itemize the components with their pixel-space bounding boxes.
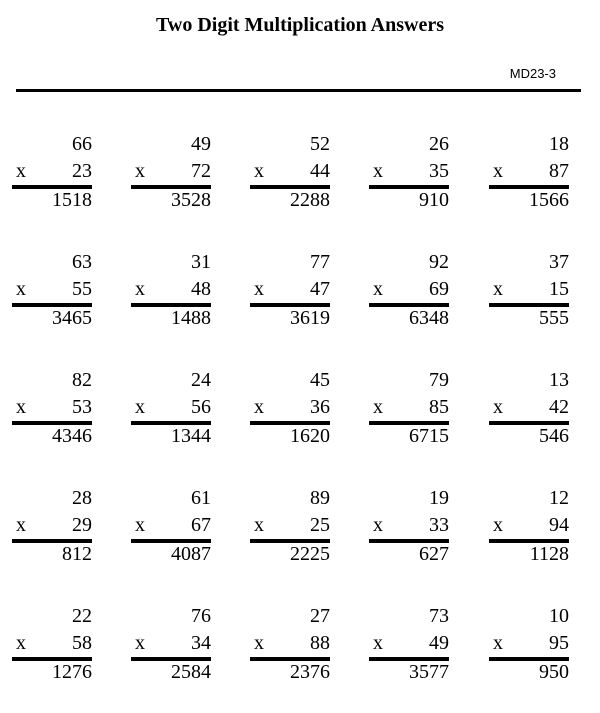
multiply-sign: x <box>16 278 26 300</box>
multiplier: 49 <box>429 632 449 654</box>
multiplicand: 22 <box>72 605 92 627</box>
problem-item <box>131 368 211 447</box>
product-answer: 2376 <box>290 661 330 683</box>
multiplier: 35 <box>429 160 449 182</box>
product-answer: 4087 <box>171 543 211 565</box>
multiply-sign: x <box>254 396 264 418</box>
multiplicand: 27 <box>310 605 330 627</box>
multiplier: 95 <box>549 632 569 654</box>
multiplicand: 76 <box>191 605 211 627</box>
problem-item <box>12 368 92 447</box>
multiply-sign: x <box>16 632 26 654</box>
multiplicand: 63 <box>72 251 92 273</box>
problem-item <box>12 250 92 329</box>
multiplicand: 66 <box>72 133 92 155</box>
product-answer: 812 <box>62 543 92 565</box>
multiply-sign: x <box>493 632 503 654</box>
product-answer: 6348 <box>409 307 449 329</box>
problem-item <box>250 250 330 329</box>
problem-item <box>489 250 569 329</box>
header-divider <box>16 89 581 92</box>
product-answer: 1566 <box>529 189 569 211</box>
product-answer: 4346 <box>52 425 92 447</box>
product-answer: 2584 <box>171 661 211 683</box>
multiply-sign: x <box>254 278 264 300</box>
multiplicand: 79 <box>429 369 449 391</box>
product-answer: 950 <box>539 661 569 683</box>
multiplier: 44 <box>310 160 330 182</box>
product-answer: 1518 <box>52 189 92 211</box>
worksheet-title: Two Digit Multiplication Answers <box>156 14 444 36</box>
problem-item <box>489 132 569 211</box>
multiplicand: 49 <box>191 133 211 155</box>
multiplicand: 28 <box>72 487 92 509</box>
product-answer: 555 <box>539 307 569 329</box>
multiplicand: 24 <box>191 369 211 391</box>
problem-item <box>250 132 330 211</box>
product-answer: 2225 <box>290 543 330 565</box>
problem-item <box>489 486 569 565</box>
problem-item <box>131 132 211 211</box>
multiplicand: 77 <box>310 251 330 273</box>
multiplicand: 12 <box>549 487 569 509</box>
product-answer: 1128 <box>529 543 569 565</box>
problem-item <box>12 132 92 211</box>
multiplier: 15 <box>549 278 569 300</box>
multiplicand: 92 <box>429 251 449 273</box>
multiply-sign: x <box>254 632 264 654</box>
product-answer: 1488 <box>171 307 211 329</box>
multiply-sign: x <box>493 278 503 300</box>
product-answer: 6715 <box>409 425 449 447</box>
problem-item <box>489 604 569 683</box>
problem-item <box>131 250 211 329</box>
multiplier: 23 <box>72 160 92 182</box>
multiplier: 55 <box>72 278 92 300</box>
multiply-sign: x <box>373 632 383 654</box>
problem-item <box>250 604 330 683</box>
problem-item <box>131 604 211 683</box>
problem-item <box>369 604 449 683</box>
multiplier: 94 <box>549 514 569 536</box>
multiplier: 48 <box>191 278 211 300</box>
multiply-sign: x <box>373 514 383 536</box>
multiplier: 88 <box>310 632 330 654</box>
multiplicand: 89 <box>310 487 330 509</box>
multiplicand: 37 <box>549 251 569 273</box>
problem-item <box>12 486 92 565</box>
product-answer: 2288 <box>290 189 330 211</box>
multiplicand: 82 <box>72 369 92 391</box>
multiply-sign: x <box>16 514 26 536</box>
multiplier: 36 <box>310 396 330 418</box>
multiply-sign: x <box>135 160 145 182</box>
multiply-sign: x <box>254 160 264 182</box>
product-answer: 1276 <box>52 661 92 683</box>
problem-item <box>369 486 449 565</box>
product-answer: 1344 <box>171 425 211 447</box>
multiplier: 85 <box>429 396 449 418</box>
problem-item <box>250 368 330 447</box>
multiplicand: 13 <box>549 369 569 391</box>
multiply-sign: x <box>373 160 383 182</box>
problem-item <box>369 368 449 447</box>
product-answer: 910 <box>419 189 449 211</box>
multiplier: 42 <box>549 396 569 418</box>
multiplier: 72 <box>191 160 211 182</box>
multiplicand: 45 <box>310 369 330 391</box>
multiplicand: 31 <box>191 251 211 273</box>
multiplicand: 26 <box>429 133 449 155</box>
problem-item <box>12 604 92 683</box>
problem-item <box>369 250 449 329</box>
multiply-sign: x <box>254 514 264 536</box>
multiplier: 25 <box>310 514 330 536</box>
product-answer: 627 <box>419 543 449 565</box>
product-answer: 1620 <box>290 425 330 447</box>
worksheet-code: MD23-3 <box>509 66 556 81</box>
multiplicand: 61 <box>191 487 211 509</box>
multiplier: 53 <box>72 396 92 418</box>
problem-item <box>489 368 569 447</box>
multiplier: 29 <box>72 514 92 536</box>
multiplicand: 19 <box>429 487 449 509</box>
multiply-sign: x <box>135 632 145 654</box>
multiply-sign: x <box>373 278 383 300</box>
multiplier: 33 <box>429 514 449 536</box>
multiply-sign: x <box>135 514 145 536</box>
multiplier: 58 <box>72 632 92 654</box>
product-answer: 3465 <box>52 307 92 329</box>
multiplicand: 52 <box>310 133 330 155</box>
problem-item <box>250 486 330 565</box>
product-answer: 3528 <box>171 189 211 211</box>
product-answer: 3577 <box>409 661 449 683</box>
multiply-sign: x <box>493 396 503 418</box>
multiplicand: 73 <box>429 605 449 627</box>
product-answer: 546 <box>539 425 569 447</box>
multiplier: 87 <box>549 160 569 182</box>
multiplier: 67 <box>191 514 211 536</box>
multiplicand: 18 <box>549 133 569 155</box>
multiplier: 34 <box>191 632 211 654</box>
multiply-sign: x <box>16 160 26 182</box>
multiply-sign: x <box>373 396 383 418</box>
multiplier: 69 <box>429 278 449 300</box>
problem-item <box>131 486 211 565</box>
multiplier: 56 <box>191 396 211 418</box>
multiply-sign: x <box>493 514 503 536</box>
multiplicand: 10 <box>549 605 569 627</box>
multiplier: 47 <box>310 278 330 300</box>
product-answer: 3619 <box>290 307 330 329</box>
multiply-sign: x <box>135 278 145 300</box>
multiply-sign: x <box>493 160 503 182</box>
multiply-sign: x <box>16 396 26 418</box>
multiply-sign: x <box>135 396 145 418</box>
problem-item <box>369 132 449 211</box>
